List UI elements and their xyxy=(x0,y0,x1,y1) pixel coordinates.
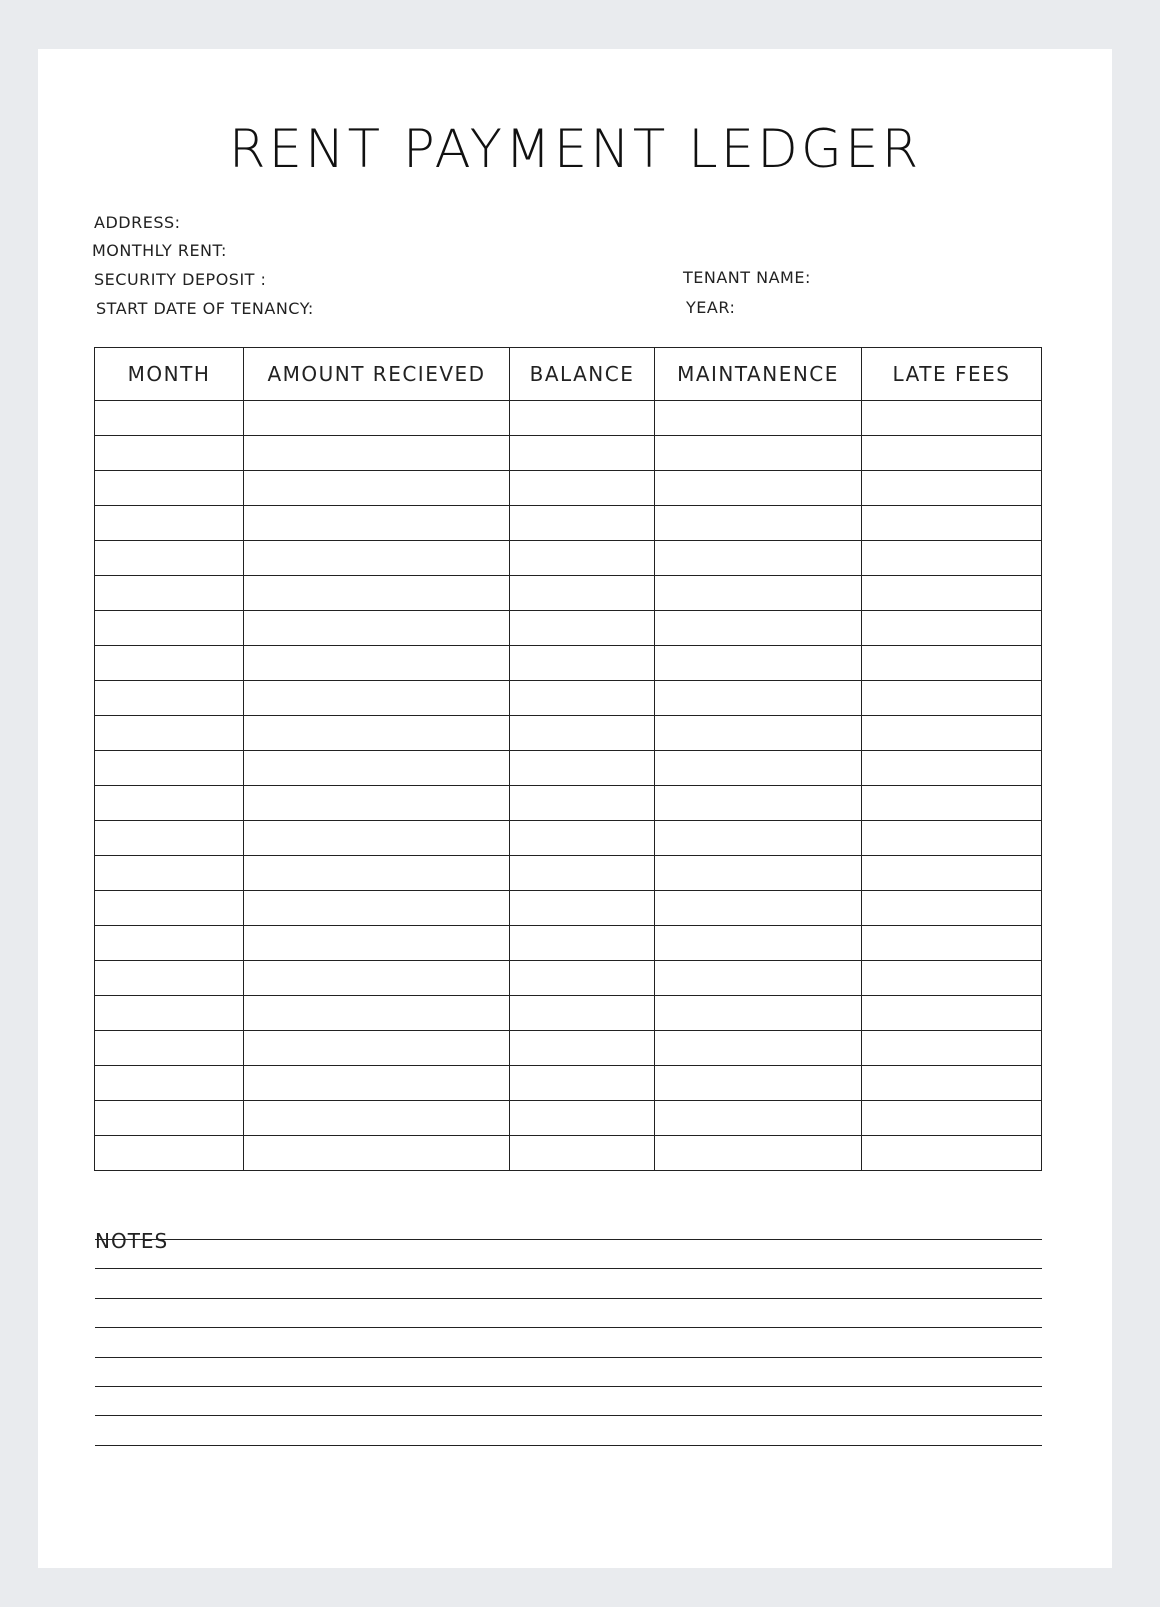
notes-label: NOTES xyxy=(95,1229,169,1253)
table-cell[interactable] xyxy=(95,751,244,786)
notes-line[interactable] xyxy=(95,1415,1042,1416)
table-cell[interactable] xyxy=(862,751,1042,786)
table-cell[interactable] xyxy=(510,821,655,856)
table-row xyxy=(95,401,1042,436)
table-cell[interactable] xyxy=(244,471,510,506)
table-cell[interactable] xyxy=(95,996,244,1031)
column-header-maintenance: MAINTANENCE xyxy=(655,348,862,401)
table-cell[interactable] xyxy=(862,576,1042,611)
table-cell[interactable] xyxy=(655,821,862,856)
notes-line[interactable] xyxy=(95,1357,1042,1358)
table-cell[interactable] xyxy=(95,401,244,436)
table-cell[interactable] xyxy=(510,926,655,961)
table-cell[interactable] xyxy=(244,646,510,681)
table-cell[interactable] xyxy=(244,996,510,1031)
table-cell[interactable] xyxy=(244,506,510,541)
table-row xyxy=(95,1101,1042,1136)
table-cell[interactable] xyxy=(95,1031,244,1066)
table-cell[interactable] xyxy=(95,926,244,961)
table-cell[interactable] xyxy=(244,821,510,856)
table-row xyxy=(95,541,1042,576)
table-row xyxy=(95,1066,1042,1101)
table-row xyxy=(95,1136,1042,1171)
table-cell[interactable] xyxy=(862,436,1042,471)
table-cell[interactable] xyxy=(95,471,244,506)
table-cell[interactable] xyxy=(510,471,655,506)
table-cell[interactable] xyxy=(510,786,655,821)
table-cell[interactable] xyxy=(95,1066,244,1101)
table-cell[interactable] xyxy=(862,1066,1042,1101)
table-cell[interactable] xyxy=(862,716,1042,751)
table-cell[interactable] xyxy=(655,926,862,961)
table-row xyxy=(95,996,1042,1031)
column-header-balance: BALANCE xyxy=(510,348,655,401)
table-row xyxy=(95,856,1042,891)
table-cell[interactable] xyxy=(655,541,862,576)
table-cell[interactable] xyxy=(510,1136,655,1171)
table-cell[interactable] xyxy=(655,646,862,681)
table-cell[interactable] xyxy=(655,611,862,646)
table-row xyxy=(95,436,1042,471)
table-cell[interactable] xyxy=(862,506,1042,541)
table-cell[interactable] xyxy=(862,926,1042,961)
table-cell[interactable] xyxy=(862,786,1042,821)
table-cell[interactable] xyxy=(244,786,510,821)
table-cell[interactable] xyxy=(95,1136,244,1171)
table-cell[interactable] xyxy=(655,856,862,891)
notes-line[interactable] xyxy=(95,1239,1042,1240)
table-row xyxy=(95,786,1042,821)
monthly-rent-label: MONTHLY RENT: xyxy=(92,241,227,260)
column-header-month: MONTH xyxy=(95,348,244,401)
address-label: ADDRESS: xyxy=(94,213,181,232)
table-cell[interactable] xyxy=(95,541,244,576)
table-cell[interactable] xyxy=(95,611,244,646)
table-cell[interactable] xyxy=(244,751,510,786)
table-cell[interactable] xyxy=(510,891,655,926)
table-cell[interactable] xyxy=(244,611,510,646)
notes-line[interactable] xyxy=(95,1298,1042,1299)
table-cell[interactable] xyxy=(862,541,1042,576)
table-cell[interactable] xyxy=(95,891,244,926)
table-cell[interactable] xyxy=(95,681,244,716)
table-cell[interactable] xyxy=(862,1101,1042,1136)
table-cell[interactable] xyxy=(862,681,1042,716)
table-cell[interactable] xyxy=(244,436,510,471)
table-row xyxy=(95,611,1042,646)
ledger-page xyxy=(38,49,1112,1568)
ledger-body xyxy=(95,401,1042,1171)
table-cell[interactable] xyxy=(244,1136,510,1171)
table-cell[interactable] xyxy=(244,1066,510,1101)
table-cell[interactable] xyxy=(510,506,655,541)
year-label: YEAR: xyxy=(686,298,736,317)
table-cell[interactable] xyxy=(655,961,862,996)
table-cell[interactable] xyxy=(95,506,244,541)
table-cell[interactable] xyxy=(862,611,1042,646)
table-cell[interactable] xyxy=(510,1066,655,1101)
table-row xyxy=(95,926,1042,961)
table-cell[interactable] xyxy=(244,576,510,611)
table-cell[interactable] xyxy=(655,891,862,926)
table-cell[interactable] xyxy=(655,1066,862,1101)
table-cell[interactable] xyxy=(510,996,655,1031)
table-row xyxy=(95,961,1042,996)
notes-line[interactable] xyxy=(95,1386,1042,1387)
table-cell[interactable] xyxy=(510,681,655,716)
table-cell[interactable] xyxy=(510,436,655,471)
table-cell[interactable] xyxy=(862,646,1042,681)
column-header-amount-received: AMOUNT RECIEVED xyxy=(244,348,510,401)
table-cell[interactable] xyxy=(95,716,244,751)
table-cell[interactable] xyxy=(655,401,862,436)
start-date-label: START DATE OF TENANCY: xyxy=(96,299,314,318)
table-cell[interactable] xyxy=(244,891,510,926)
table-cell[interactable] xyxy=(95,646,244,681)
table-row xyxy=(95,506,1042,541)
table-cell[interactable] xyxy=(244,856,510,891)
table-cell[interactable] xyxy=(862,856,1042,891)
table-cell[interactable] xyxy=(862,401,1042,436)
table-row xyxy=(95,821,1042,856)
table-cell[interactable] xyxy=(862,891,1042,926)
table-cell[interactable] xyxy=(95,1101,244,1136)
table-cell[interactable] xyxy=(244,961,510,996)
table-cell[interactable] xyxy=(510,716,655,751)
table-cell[interactable] xyxy=(95,786,244,821)
table-cell[interactable] xyxy=(510,856,655,891)
table-cell[interactable] xyxy=(95,436,244,471)
table-cell[interactable] xyxy=(244,1031,510,1066)
table-cell[interactable] xyxy=(244,681,510,716)
table-cell[interactable] xyxy=(655,576,862,611)
table-cell[interactable] xyxy=(95,856,244,891)
table-row xyxy=(95,716,1042,751)
table-cell[interactable] xyxy=(655,716,862,751)
ledger-table xyxy=(94,347,1042,1171)
table-cell[interactable] xyxy=(244,716,510,751)
column-header-late-fees: LATE FEES xyxy=(862,348,1042,401)
table-row xyxy=(95,576,1042,611)
table-cell[interactable] xyxy=(862,1031,1042,1066)
table-cell[interactable] xyxy=(655,786,862,821)
table-cell[interactable] xyxy=(862,1136,1042,1171)
table-cell[interactable] xyxy=(655,506,862,541)
notes-line[interactable] xyxy=(95,1445,1042,1446)
table-cell[interactable] xyxy=(95,961,244,996)
table-row xyxy=(95,471,1042,506)
table-cell[interactable] xyxy=(510,541,655,576)
table-cell[interactable] xyxy=(655,1101,862,1136)
table-cell[interactable] xyxy=(510,1101,655,1136)
table-row xyxy=(95,1031,1042,1066)
notes-line[interactable] xyxy=(95,1268,1042,1269)
table-cell[interactable] xyxy=(655,1136,862,1171)
table-cell[interactable] xyxy=(95,576,244,611)
table-cell[interactable] xyxy=(655,751,862,786)
ledger-header-row xyxy=(95,348,1042,401)
table-cell[interactable] xyxy=(510,576,655,611)
page-title: RENT PAYMENT LEDGER xyxy=(228,119,922,180)
security-deposit-label: SECURITY DEPOSIT : xyxy=(94,270,267,289)
table-cell[interactable] xyxy=(510,646,655,681)
table-cell[interactable] xyxy=(244,401,510,436)
table-cell[interactable] xyxy=(510,751,655,786)
table-cell[interactable] xyxy=(655,996,862,1031)
tenant-name-label: TENANT NAME: xyxy=(683,268,811,287)
table-row xyxy=(95,646,1042,681)
table-cell[interactable] xyxy=(244,926,510,961)
table-cell[interactable] xyxy=(244,1101,510,1136)
table-cell[interactable] xyxy=(655,1031,862,1066)
table-cell[interactable] xyxy=(510,961,655,996)
table-cell[interactable] xyxy=(95,821,244,856)
table-cell[interactable] xyxy=(655,681,862,716)
table-cell[interactable] xyxy=(655,436,862,471)
table-cell[interactable] xyxy=(244,541,510,576)
table-cell[interactable] xyxy=(862,471,1042,506)
table-cell[interactable] xyxy=(510,1031,655,1066)
table-cell[interactable] xyxy=(510,401,655,436)
table-row xyxy=(95,681,1042,716)
table-cell[interactable] xyxy=(862,996,1042,1031)
table-row xyxy=(95,891,1042,926)
table-cell[interactable] xyxy=(655,471,862,506)
table-cell[interactable] xyxy=(862,821,1042,856)
table-row xyxy=(95,751,1042,786)
notes-line[interactable] xyxy=(95,1327,1042,1328)
table-cell[interactable] xyxy=(862,961,1042,996)
table-cell[interactable] xyxy=(510,611,655,646)
